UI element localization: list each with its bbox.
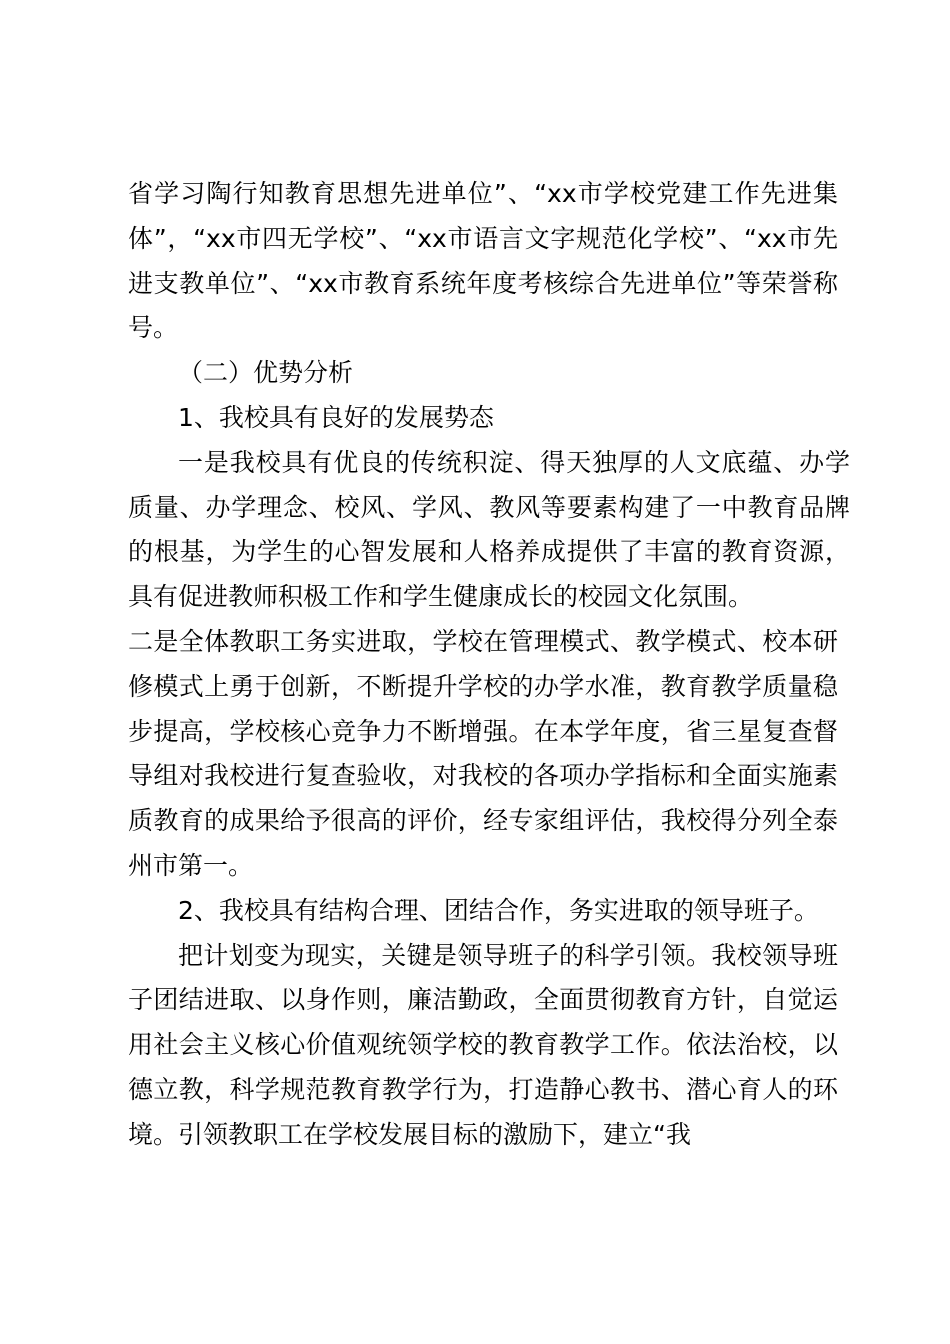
document-body: [128, 172, 850, 1158]
paragraph-leadership: 把计划变为现实，关键是领导班子的科学引领。我校领导班子团结进取、以身作则，廉洁勤政，全面贯彻教育方针，自觉运用社会主义核心价值观统领学校的教育教学工作。依法治校，以德立教，科学规范教育教学行为，打造静心教书、潜心育人的环境。引领教职工在学校发展目标的激励下，建立“我: [128, 940, 838, 1149]
paragraph-staff-innovation: 二是全体教职工务实进取，学校在管理模式、教学模式、校本研修模式上勇于创新，不断提升学校的办学水准，教育教学质量稳步提高，学校核心竞争力不断增强。在本学年度，省三星复查督导组对我校进行复查验收，对我校的各项办学指标和全面实施素质教育的成果给予很高的评价，经专家组评估，我校得分列全泰州市第一。: [128, 626, 838, 880]
subheading-leadership-team: 2、我校具有结构合理、团结合作，务实进取的领导班子。: [178, 895, 819, 925]
section-heading-advantage-analysis: （二）优势分析: [178, 358, 354, 388]
paragraph-honors-continued: 省学习陶行知教育思想先进单位”、“xx市学校党建工作先进集体”，“xx市四无学校”、“xx市语言文字规范化学校”、“xx市先进支教单位”、“xx市教育系统年度考核综合先进单位”等荣誉称号。: [128, 179, 838, 343]
subheading-development-trend: 1、我校具有良好的发展势态: [178, 402, 494, 432]
paragraph-tradition: 一是我校具有优良的传统积淀、得天独厚的人文底蕴、办学质量、办学理念、校风、学风、教风等要素构建了一中教育品牌的根基，为学生的心智发展和人格养成提供了丰富的教育资源，具有促进教师积极工作和学生健康成长的校园文化氛围。: [128, 447, 850, 612]
